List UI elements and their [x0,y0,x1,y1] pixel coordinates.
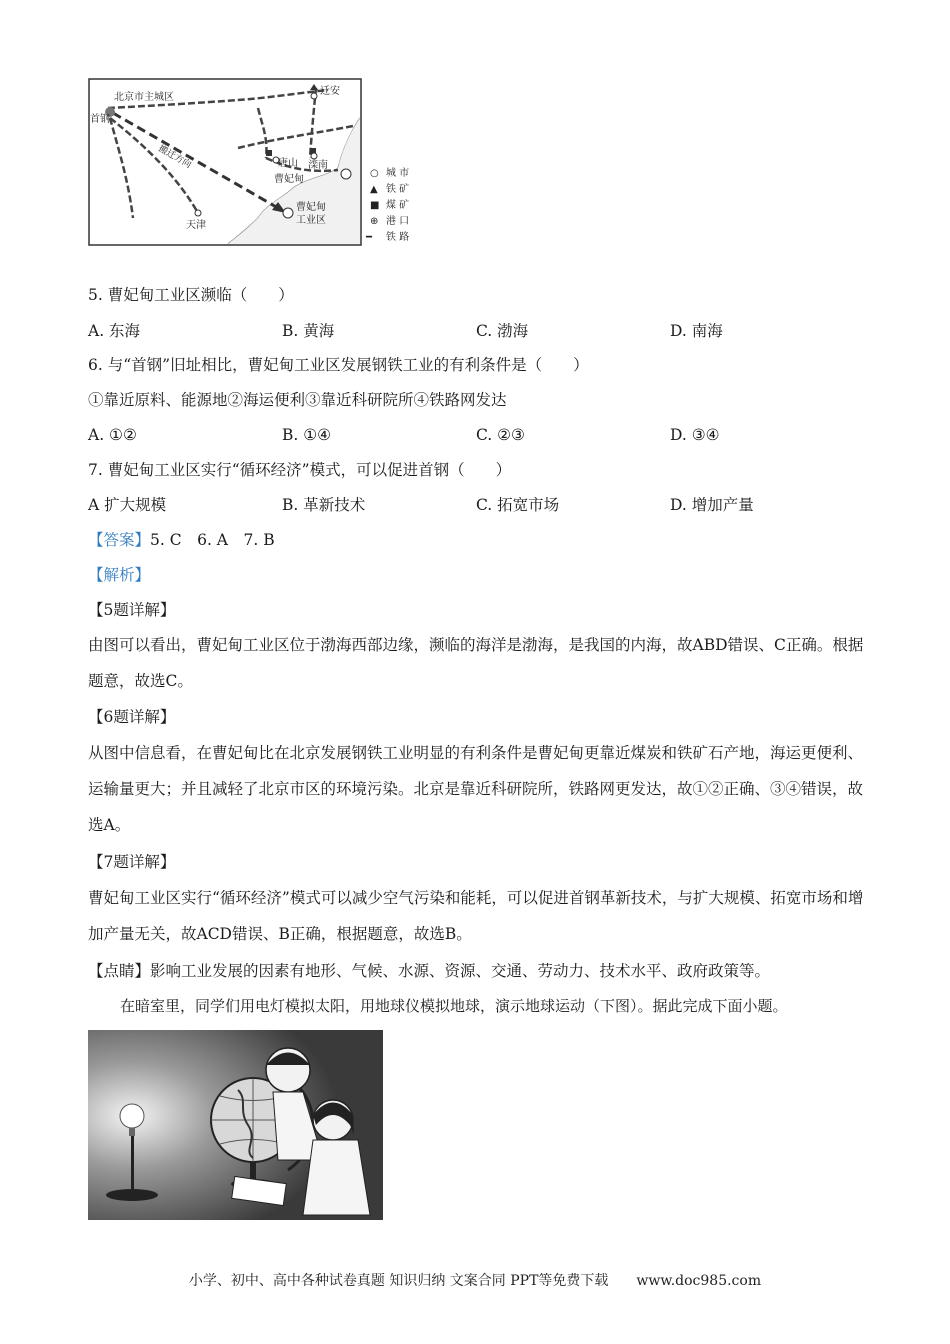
question-5-stem: 5. 曹妃甸工业区濒临（ ） [88,286,294,304]
question-6-conditions: ①靠近原料、能源地②海运便利③靠近科研院所④铁路网发达 [88,391,507,409]
legend-symbol: ▲ [370,184,378,195]
map-label-zone: 曹妃甸 [296,202,326,213]
detail-6-text: 从图中信息看，在曹妃甸比在北京发展钢铁工业明显的有利条件是曹妃甸更靠近煤炭和铁矿石产地，海运更便利、运输量更大；并且减轻了北京市区的环境污染。北京是靠近科研院所，铁路网更发达，故①②正确、③④错误，故选A。 [88,744,864,834]
map-label-caofeidian: 曹妃甸 [274,174,304,185]
answer-line [88,529,275,551]
analysis-tag: 【解析】 [88,566,151,584]
q7-option-b: B. 革新技术 [282,496,366,514]
legend-symbol: ○ [370,168,379,179]
tip-tag: 【点睛】 [88,962,151,980]
footer-text: 小学、初中、高中各种试卷真题 知识归纳 文案合同 PPT等免费下载 www.doc985.com [188,1273,762,1289]
intro-text: 在暗室里，同学们用电灯模拟太阳，用地球仪模拟地球，演示地球运动（下图）。据此完成下面小题。 [120,997,788,1015]
legend-label: 港 口 [386,216,410,227]
map-label-zone2: 工业区 [296,215,326,226]
map-label-move: 搬迁方向 [156,143,193,171]
q6-option-d: D. ③④ [670,426,720,444]
map-label-tianjin: 天津 [186,220,206,231]
q7-option-c: C. 拓宽市场 [476,496,560,514]
detail-6-title: 【6题详解】 [88,708,176,726]
legend-label: 煤 矿 [386,200,410,211]
detail-7-text: 曹妃甸工业区实行“循环经济”模式可以减少空气污染和能耗，可以促进首钢革新技术，与扩大规模、拓宽市场和增加产量无关，故ACD错误、B正确，根据题意，故选B。 [88,889,864,943]
answer-text: 5. C 6. A 7. B [150,531,275,549]
legend-symbol: ■ [370,200,380,211]
question-6-stem: 6. 与“首钢”旧址相比，曹妃甸工业区发展钢铁工业的有利条件是（ ） [88,356,589,374]
tip-line [88,960,770,982]
q5-option-a: A. 东海 [88,322,141,340]
legend-label: 铁 路 [386,232,410,243]
legend-symbol: ⊕ [370,216,379,227]
map-label-shougang: 首钢 [90,114,110,125]
q6-option-c: C. ②③ [476,426,525,444]
q5-option-b: B. 黄海 [282,322,335,340]
legend-label: 城 市 [386,168,410,179]
legend-label: 铁 矿 [386,184,410,195]
legend-symbol: ━ [366,232,373,243]
question-7-stem: 7. 曹妃甸工业区实行“循环经济”模式，可以促进首钢（ ） [88,461,512,479]
map-label-qianan: 迁安 [320,86,340,97]
map-label-beijing: 北京市主城区 [114,92,174,103]
q5-option-d: D. 南海 [670,322,723,340]
detail-5-title: 【5题详解】 [88,601,176,619]
earth-motion-illustration [88,1030,383,1220]
q5-option-c: C. 渤海 [476,322,529,340]
industrial-relocation-map [88,78,424,248]
map-label-tangshan: 唐山 [278,158,298,169]
tip-text: 影响工业发展的因素有地形、气候、水源、资源、交通、劳动力、技术水平、政府政策等。 [150,962,771,980]
map-label-luannan: 滦南 [308,160,328,171]
detail-5-text: 由图可以看出，曹妃甸工业区位于渤海西部边缘，濒临的海洋是渤海，是我国的内海，故ABD错误、C正确。根据题意，故选C。 [88,636,864,690]
q7-option-d: D. 增加产量 [670,496,754,514]
detail-7-title: 【7题详解】 [88,853,176,871]
q7-option-a: A 扩大规模 [88,496,167,514]
q6-option-a: A. ①② [88,426,137,444]
answer-tag: 【答案】 [88,531,151,549]
q6-option-b: B. ①④ [282,426,332,444]
